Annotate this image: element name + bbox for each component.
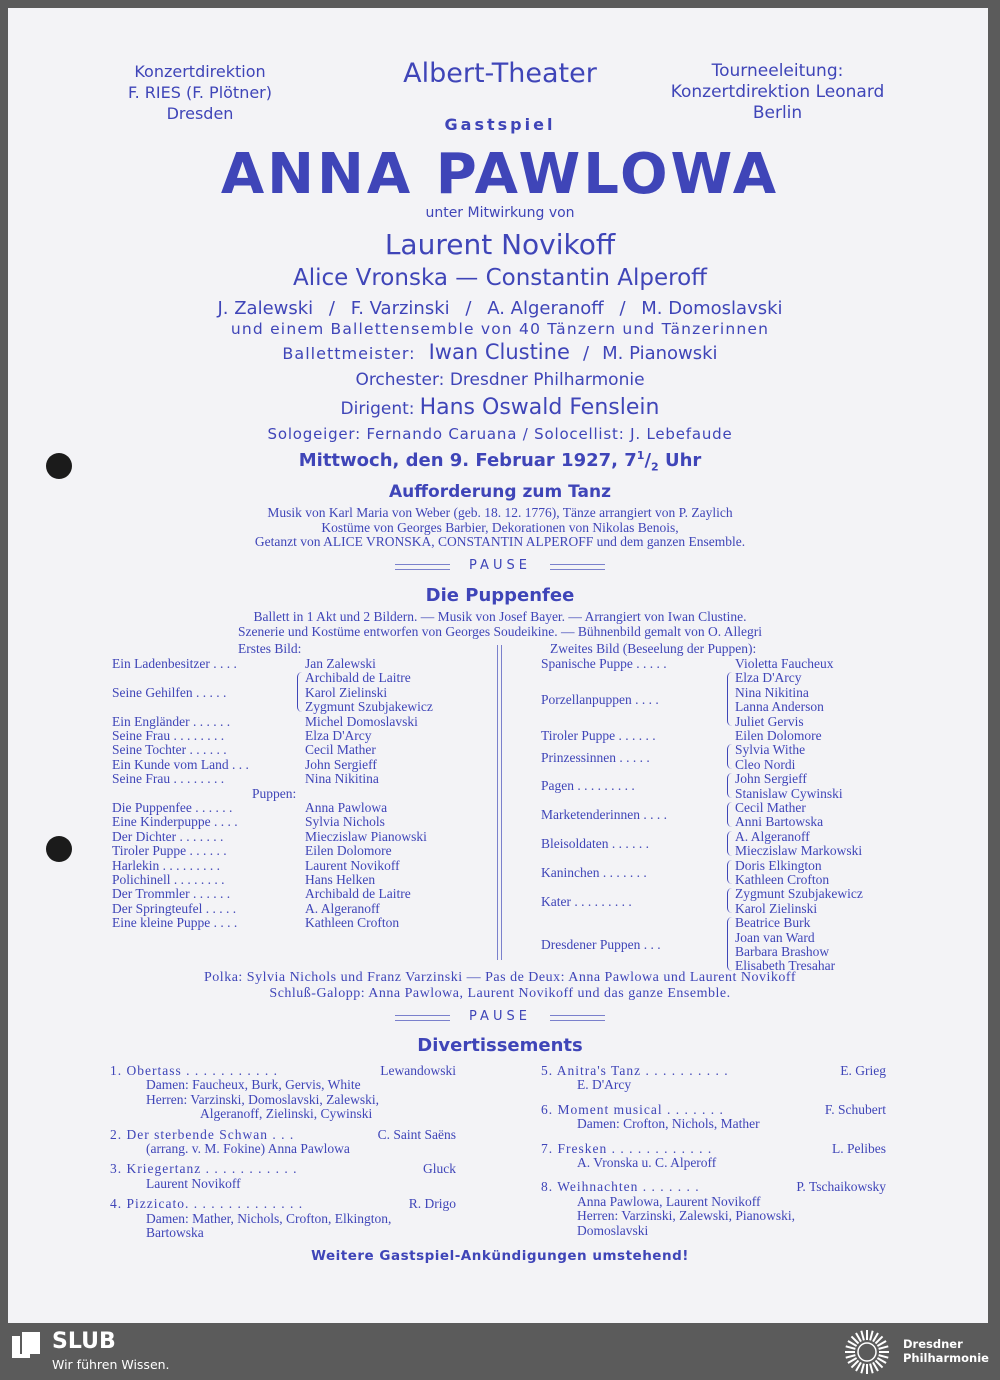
role-label: Seine Frau . . . . . . . . [112,728,225,743]
role-label: Ein Engländer . . . . . . [112,713,231,729]
divertissement-title: 8. Weihnachten . . . . . . . [541,1179,700,1195]
galopp-line: Schluß-Galopp: Anna Pawlowa, Laurent Novikoff und das ganze Ensemble. [269,986,731,1001]
performer-name: Michel Domoslavski [305,713,418,729]
conductor-name: Hans Oswald Fenslein [419,395,660,420]
role-label: Seine Tochter . . . . . . [112,742,227,758]
divertissement-performers: Anna Pawlowa, Laurent Novikoff [577,1193,761,1209]
role-label: Polichinell . . . . . . . . [112,872,225,887]
cast-heading: Zweites Bild (Beseelung der Puppen): [550,641,757,656]
performer-name: Karol Zielinski [305,684,388,700]
soloist: A. Algeranoff [487,298,604,319]
separator: / [328,298,335,319]
performer-name: Elisabeth Tresahar [735,958,836,974]
role-label: Bleisoldaten . . . . . . [541,836,649,851]
ensemble-line: und einem Ballettensemble von 40 Tänzern und Tänzerinnen [230,320,770,338]
performer-name: Nina Nikitina [305,771,379,787]
divertissement-composer: Lewandowski [380,1063,456,1078]
performer-name: Cecil Mather [735,800,806,815]
divertissement-composer: C. Saint Saëns [377,1126,456,1142]
performance-date: Mittwoch, den 9. Februar 1927, $7^1/_2$ Uhr [298,449,702,474]
divertissement-performers: A. Vronska u. C. Alperoff [577,1155,717,1170]
performer-name: A. Algeranoff [735,828,810,844]
closing-note: Weitere Gastspiel-Ankündigungen umstehend! [311,1248,689,1264]
divertissement-performers: Domoslavski [577,1222,649,1238]
performer-name: Jan Zalewski [305,656,376,671]
header-right-line: Konzertdirektion Leonard [670,82,885,102]
cast-heading: Erstes Bild: [238,641,302,656]
performer-name: Stanislaw Cywinski [735,785,843,801]
part1-line: Getanzt von ALICE VRONSKA, CONSTANTIN ALPEROFF und dem ganzen Ensemble. [254,534,746,549]
role-label: Kater . . . . . . . . . [541,893,632,909]
soloist: J. Zalewski [217,298,314,319]
header-right-line: Tourneeleitung: [711,61,844,81]
divertissement-performers: Algeranoff, Zielinski, Cywinski [200,1106,373,1122]
date-unit: Uhr [664,450,702,471]
role-label: Die Puppenfee . . . . . . [112,800,233,815]
performer-name: Barbara Brashow [735,944,830,959]
column-divider [497,645,498,960]
bracket-mark [727,672,732,726]
performer-name: Juliet Gervis [735,713,804,729]
part2-line: Szenerie und Kostüme entworfen von Georges Soudeikine. — Bühnenbild gemalt von O. Allegri [238,623,762,639]
separator: / [465,298,472,319]
divertissement-title: 3. Kriegertanz . . . . . . . . . . . [110,1161,298,1177]
role-label: Ein Ladenbesitzer . . . . [112,656,237,671]
role-label: Ein Kunde vom Land . . . [112,756,249,772]
date-fraction-num: 1 [636,449,645,462]
divertissement-composer: R. Drigo [408,1196,456,1212]
guest-performance-label: Gastspiel [444,115,556,134]
orchestra-name: Dresdner Philharmonie [449,370,645,390]
polka-line: Polka: Sylvia Nichols und Franz Varzinski — Pas de Deux: Anna Pawlowa und Laurent Novikoff [204,970,796,985]
bracket-mark [727,917,732,971]
lead-dancer: Laurent Novikoff [384,228,616,261]
performer-name: Eilen Dolomore [305,843,392,859]
divertissement-performers: (arrang. v. M. Fokine) Anna Pawlowa [146,1141,350,1156]
role-label: Prinzessinnen . . . . . [541,749,650,765]
divertissement-performers: Bartowska [146,1225,204,1240]
bracket-mark [727,888,732,913]
divertissement-composer: F. Schubert [824,1101,886,1117]
divertissement-composer: Gluck [423,1161,456,1177]
part3-title: Divertissements [417,1035,583,1056]
part1-line: Musik von Karl Maria von Weber (geb. 18. 12. 1776), Tänze arrangiert von P. Zaylich [267,505,733,520]
performer-name: Sylvia Withe [735,742,806,758]
divertissement-title: 2. Der sterbende Schwan . . . [110,1126,295,1142]
role-label: Seine Gehilfen . . . . . [112,684,227,700]
column-divider [501,645,502,960]
part1-title: Aufforderung zum Tanz [389,482,611,502]
punch-hole-bottom [46,836,72,862]
role-label: Tiroler Puppe . . . . . . [112,843,227,859]
role-label: Marketenderinnen . . . . [541,807,667,823]
bracket-mark [727,744,732,769]
header-right-line: Berlin [752,103,803,123]
performer-name: Doris Elkington [735,857,822,873]
performer-name: Cleo Nordi [735,756,796,772]
role-label: Der Springteufel . . . . . [112,900,237,916]
performer-name: Hans Helken [305,872,376,887]
solo-instrumentalists: Sologeiger: Fernando Caruana / Solocellist: J. Lebefaude [267,425,733,443]
divertissement-performers: Damen: Mather, Nichols, Crofton, Elkington, [146,1210,392,1226]
part2-credits [0,610,1000,639]
role-label: Spanische Puppe . . . . . [541,656,667,671]
performer-name: Anni Bartowska [735,814,824,830]
divertissement-title: 6. Moment musical . . . . . . . [541,1101,724,1117]
conductor-label: Dirigent: [340,399,415,419]
ballet-master-2: M. Pianowski [602,343,718,364]
performer-name: Sylvia Nichols [305,814,385,830]
role-label: Der Dichter . . . . . . . [112,828,224,844]
date-fraction-den: 2 [651,460,659,474]
pause-rule [550,1015,605,1021]
divertissement-performers: Laurent Novikoff [146,1175,241,1191]
performer-name: Archibald de Laitre [305,886,411,902]
slub-tagline: Wir führen Wissen. [52,1357,170,1372]
slub-logo-icon [12,1332,38,1358]
separator: / [619,298,626,319]
separator: / [582,343,590,364]
role-label: Dresdener Puppen . . . [541,936,661,952]
performer-name: Archibald de Laitre [305,670,411,686]
with-label: unter Mitwirkung von [425,205,575,221]
role-label: Der Trommler . . . . . . [112,886,231,902]
performer-name: Anna Pawlowa [305,800,388,815]
performer-name: Laurent Novikoff [305,857,400,873]
role-label: Seine Frau . . . . . . . . [112,771,225,787]
divertissement-title: 1. Obertass . . . . . . . . . . . [110,1063,278,1078]
orchestra-label: Orchester: [355,370,445,390]
soloists-line [0,298,1000,319]
divertissement-performers: Damen: Faucheux, Burk, Gervis, White [146,1077,361,1093]
performer-name: Joan van Ward [735,929,815,945]
bracket-mark [297,672,302,711]
header-left-line: F. RIES (F. Plötner) [128,83,272,102]
divertissement-performers: Damen: Crofton, Nichols, Mather [577,1116,760,1132]
bracket-mark [727,831,732,856]
divertissement-title: 5. Anitra's Tanz . . . . . . . . . . [541,1063,729,1078]
pause-label: PAUSE [469,558,531,573]
part1-line: Kostüme von Georges Barbier, Dekorationen von Nikolas Benois, [321,519,679,535]
partner-name [903,1337,989,1365]
role-label: Kaninchen . . . . . . . [541,864,647,880]
part1-credits [0,506,1000,550]
divertissement-composer: L. Pelibes [832,1140,886,1156]
partner-line: Dresdner [903,1337,963,1351]
performer-name: Violetta Faucheux [735,656,834,671]
venue-title: Albert-Theater [403,58,597,89]
bracket-mark [727,773,732,798]
performer-name: Mieczislaw Pianowski [305,828,427,844]
performer-name: Zygmunt Szubjakewicz [305,699,433,715]
role-label: Pagen . . . . . . . . . [541,778,635,794]
performer-name: Karol Zielinski [735,900,818,916]
header-left-line: Dresden [166,104,234,123]
divertissement-composer: P. Tschaikowsky [796,1179,886,1195]
performer-name: Lanna Anderson [735,699,824,715]
header-left-line: Konzertdirektion [134,62,266,81]
divertissement-composer: E. Grieg [840,1063,886,1078]
conductor-line [0,395,1000,420]
divertissement-title: 4. Pizzicato. . . . . . . . . . . . . . [110,1196,304,1212]
bracket-mark [727,802,732,827]
slub-name: SLUB [52,1329,116,1354]
performer-name: Elza D'Arcy [735,670,802,686]
divertissement-performers: E. D'Arcy [577,1077,632,1093]
part2-title: Die Puppenfee [425,585,575,606]
role-label: Eine Kinderpuppe . . . . [112,814,238,830]
performer-name: Zygmunt Szubjakewicz [735,886,863,902]
cast-heading: Puppen: [252,785,297,801]
orchestra-line [0,370,1000,390]
pause-rule [550,564,605,570]
performer-name: Kathleen Crofton [305,915,400,931]
role-label: Eine kleine Puppe . . . . [112,915,238,931]
ballet-master-1: Iwan Clustine [428,340,570,364]
role-label: Tiroler Puppe . . . . . . [541,728,656,743]
date-text: Mittwoch, den 9. Februar 1927, 7 [298,450,637,471]
performer-name: Mieczislaw Markowski [735,843,863,859]
star-name: ANNA PAWLOWA [220,142,780,207]
performer-name: A. Algeranoff [305,900,380,916]
philharmonie-logo-icon [842,1327,892,1377]
divertissement-performers: Herren: Varzinski, Domoslavski, Zalewski, [146,1091,379,1107]
role-label: Harlekin . . . . . . . . . [112,857,220,873]
divertissement-performers: Herren: Varzinski, Zalewski, Pianowski, [577,1208,795,1224]
ballet-master-label: Ballettmeister: [282,344,416,363]
performer-name: Kathleen Crofton [735,872,830,887]
soloist: M. Domoslavski [641,298,783,319]
pause-label: PAUSE [469,1009,531,1024]
performer-name: Elza D'Arcy [305,728,372,743]
soloist: F. Varzinski [350,298,450,319]
divertissement-title: 7. Fresken . . . . . . . . . . . . [541,1140,713,1156]
part2-line: Ballett in 1 Akt und 2 Bildern. — Musik von Josef Bayer. — Arrangiert von Iwan Clustine. [253,609,747,624]
role-label: Porzellanpuppen . . . . [541,692,659,707]
partner-line: Philharmonie [903,1351,989,1365]
performer-name: Nina Nikitina [735,684,809,700]
bracket-mark [727,860,732,885]
performer-name: Beatrice Burk [735,915,811,931]
archive-footer [0,1323,1000,1380]
performer-name: John Sergieff [735,771,807,787]
performer-name: Cecil Mather [305,742,376,758]
performer-name: Eilen Dolomore [735,728,822,743]
dancer-pair: Alice Vronska — Constantin Alperoff [293,265,707,291]
performer-name: John Sergieff [305,756,377,772]
ballet-master-line [0,340,1000,364]
